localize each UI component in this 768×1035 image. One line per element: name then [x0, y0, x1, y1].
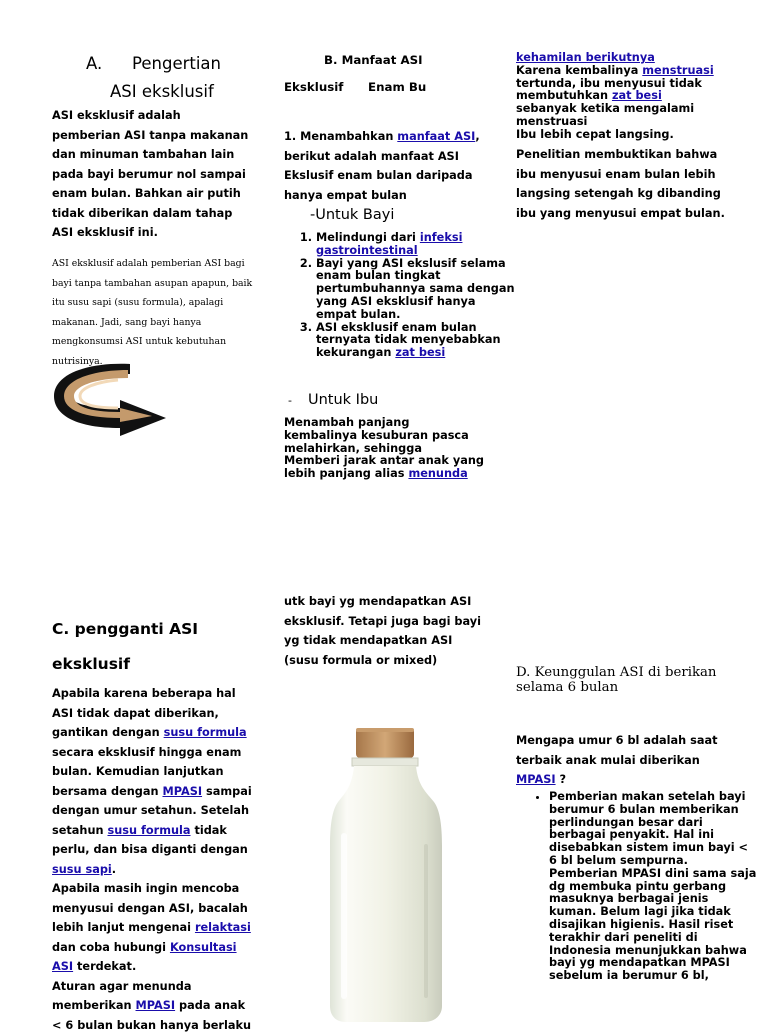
section-d-title: D. Keunggulan ASI di berikan selama 6 bulan [516, 665, 717, 695]
section-b-paragraph-1 [284, 127, 484, 205]
link-susu-sapi[interactable]: susu sapi [52, 862, 112, 876]
link-mpasi[interactable]: MPASI [135, 999, 176, 1012]
subheading-text: Untuk Ibu [308, 392, 379, 408]
section-c-paragraph [52, 684, 257, 1035]
text: , berikut adalah manfaat ASI Ekslusif enam bulan daripada hanya empat bulan [284, 130, 480, 202]
curved-arrow-icon [48, 360, 170, 438]
text: Apabila masih ingin mencoba menyusui dengan ASI, bacalah lebih lanjut mengenai [52, 882, 248, 934]
text-line [516, 65, 726, 129]
link-zat-besi[interactable]: zat besi [395, 346, 446, 360]
section-d-question [516, 731, 726, 790]
text: Menambah panjang kembalinya kesuburan pasca melahirkan, sehingga [284, 416, 469, 455]
dash: - [288, 394, 292, 407]
text: dan coba hubungi [52, 940, 170, 954]
text-line [284, 455, 484, 481]
subheading-untuk-bayi: -Untuk Bayi [310, 207, 395, 223]
subheading-untuk-ibu [288, 391, 378, 410]
section-a-title-word: Pengertian [132, 54, 222, 73]
text: sebanyak ketika mengalami menstruasi [516, 102, 695, 128]
link-susu-formula[interactable]: susu formula [163, 726, 247, 739]
text: tertunda, ibu menyusui tidak membutuhkan [516, 76, 702, 103]
section-a-title-line2: ASI eksklusif [110, 82, 214, 101]
link-kehamilan-berikutnya[interactable]: kehamilan berikutnya [516, 51, 655, 64]
list-item [316, 258, 516, 322]
section-c-title [52, 612, 252, 682]
text: ? [555, 773, 567, 786]
section-d-top-text [516, 52, 726, 142]
text: Memberi jarak antar anak yang lebih panjang alias [284, 454, 484, 481]
list-item [316, 322, 516, 360]
milk-bottle-image [330, 716, 450, 1024]
section-b-title-line2: Eksklusif Enam Bu [284, 80, 427, 94]
section-c-title-line1: C. pengganti ASI [52, 620, 199, 638]
link-menunda[interactable]: menunda [408, 467, 468, 481]
list-item: • Pemberian makan setelah bayi berumur 6 bulan memberikan perlindungan besar dari berbagai penyakit. Hal ini disebabkan sistem imun bayi < 6 bl belum sempurna. Pemberian MPASI dini sama saja dg membuka pintu gerbang masuknya berbagai jenis kuman. Belum lagi jika tidak disajikan higienis. Hasil riset terakhir dari peneliti di Indonesia menunjukkan bahwa bayi yg mendapatkan MPASI sebelum ia berumur 6 bl, [549, 791, 759, 983]
section-d-bullet-list [516, 791, 759, 983]
link-konsultasi-asi[interactable]: Konsultasi ASI [52, 940, 237, 973]
section-a-title [86, 50, 256, 106]
text: Melindungi dari [316, 231, 420, 244]
text: Karena kembalinya [516, 63, 643, 77]
benefits-bayi-list [284, 232, 516, 360]
text: Apabila karena beberapa hal ASI tidak dapat diberikan, gantikan dengan [52, 687, 236, 739]
text: 1. Menambahkan [284, 130, 398, 143]
text: secara eksklusif hingga enam bulan. Kemudian lanjutkan bersama dengan [52, 745, 242, 798]
link-menstruasi[interactable]: menstruasi [642, 63, 714, 77]
text: tidak perlu, dan bisa diganti dengan [52, 823, 248, 856]
section-a-number: A. [86, 54, 103, 73]
section-b-paragraph-2 [284, 417, 484, 481]
text: terdekat. [73, 960, 137, 973]
section-c-title-line2: eksklusif [52, 655, 130, 673]
section-b-title: B. Manfaat ASI [324, 53, 423, 67]
text: ASI eksklusif enam bulan ternyata tidak menyebabkan kekurangan [316, 320, 501, 360]
section-a-paragraph-2: ASI eksklusif adalah pemberian ASI bagi bayi tanpa tambahan asupan apapun, baik itu susu sapi (susu formula), apalagi makanan. Jadi, sang bayi hanya mengkonsumsi ASI untuk kebutuhan nutrisinya. [52, 258, 253, 367]
link-susu-formula[interactable]: susu formula [107, 823, 191, 837]
link-infeksi-gastrointestinal[interactable]: infeksi gastrointestinal [316, 231, 463, 257]
text: . [111, 862, 117, 876]
section-a-paragraph-1: ASI eksklusif adalah pemberian ASI tanpa makanan dan minuman tambahan lain pada bayi berumur nol sampai enam bulan. Bahkan air putih tidak diberikan dalam tahap ASI eksklusif ini. [52, 109, 249, 239]
section-b-paragraph-3: utk bayi yg mendapatkan ASI eksklusif. Tetapi juga bagi bayi yg tidak mendapatkan ASI (susu formula or mixed) [284, 595, 481, 667]
text: Ibu lebih cepat langsing. [516, 127, 674, 141]
text: sampai dengan umur setahun. Setelah setahun [52, 784, 252, 837]
link-zat-besi[interactable]: zat besi [611, 89, 662, 103]
text: Bayi yang ASI ekslusif selama enam bulan tingkat pertumbuhannya sama dengan yang ASI eksklusif hanya empat bulan. [316, 256, 515, 321]
link-mpasi[interactable]: MPASI [516, 773, 556, 786]
text: Aturan agar menunda memberikan [52, 979, 192, 1012]
list-item [316, 232, 516, 258]
link-manfaat-asi[interactable]: manfaat ASI [397, 130, 476, 143]
link-relaktasi[interactable]: relaktasi [194, 921, 251, 934]
text: pada anak < 6 bulan bukan hanya berlaku [52, 999, 252, 1032]
section-d-paragraph-2: Penelitian membuktikan bahwa ibu menyusui enam bulan lebih langsing setengah kg dibanding ibu yang menyusui empat bulan. [516, 148, 725, 220]
text: Mengapa umur 6 bl adalah saat terbaik anak mulai diberikan [516, 734, 718, 767]
link-mpasi[interactable]: MPASI [162, 784, 203, 798]
